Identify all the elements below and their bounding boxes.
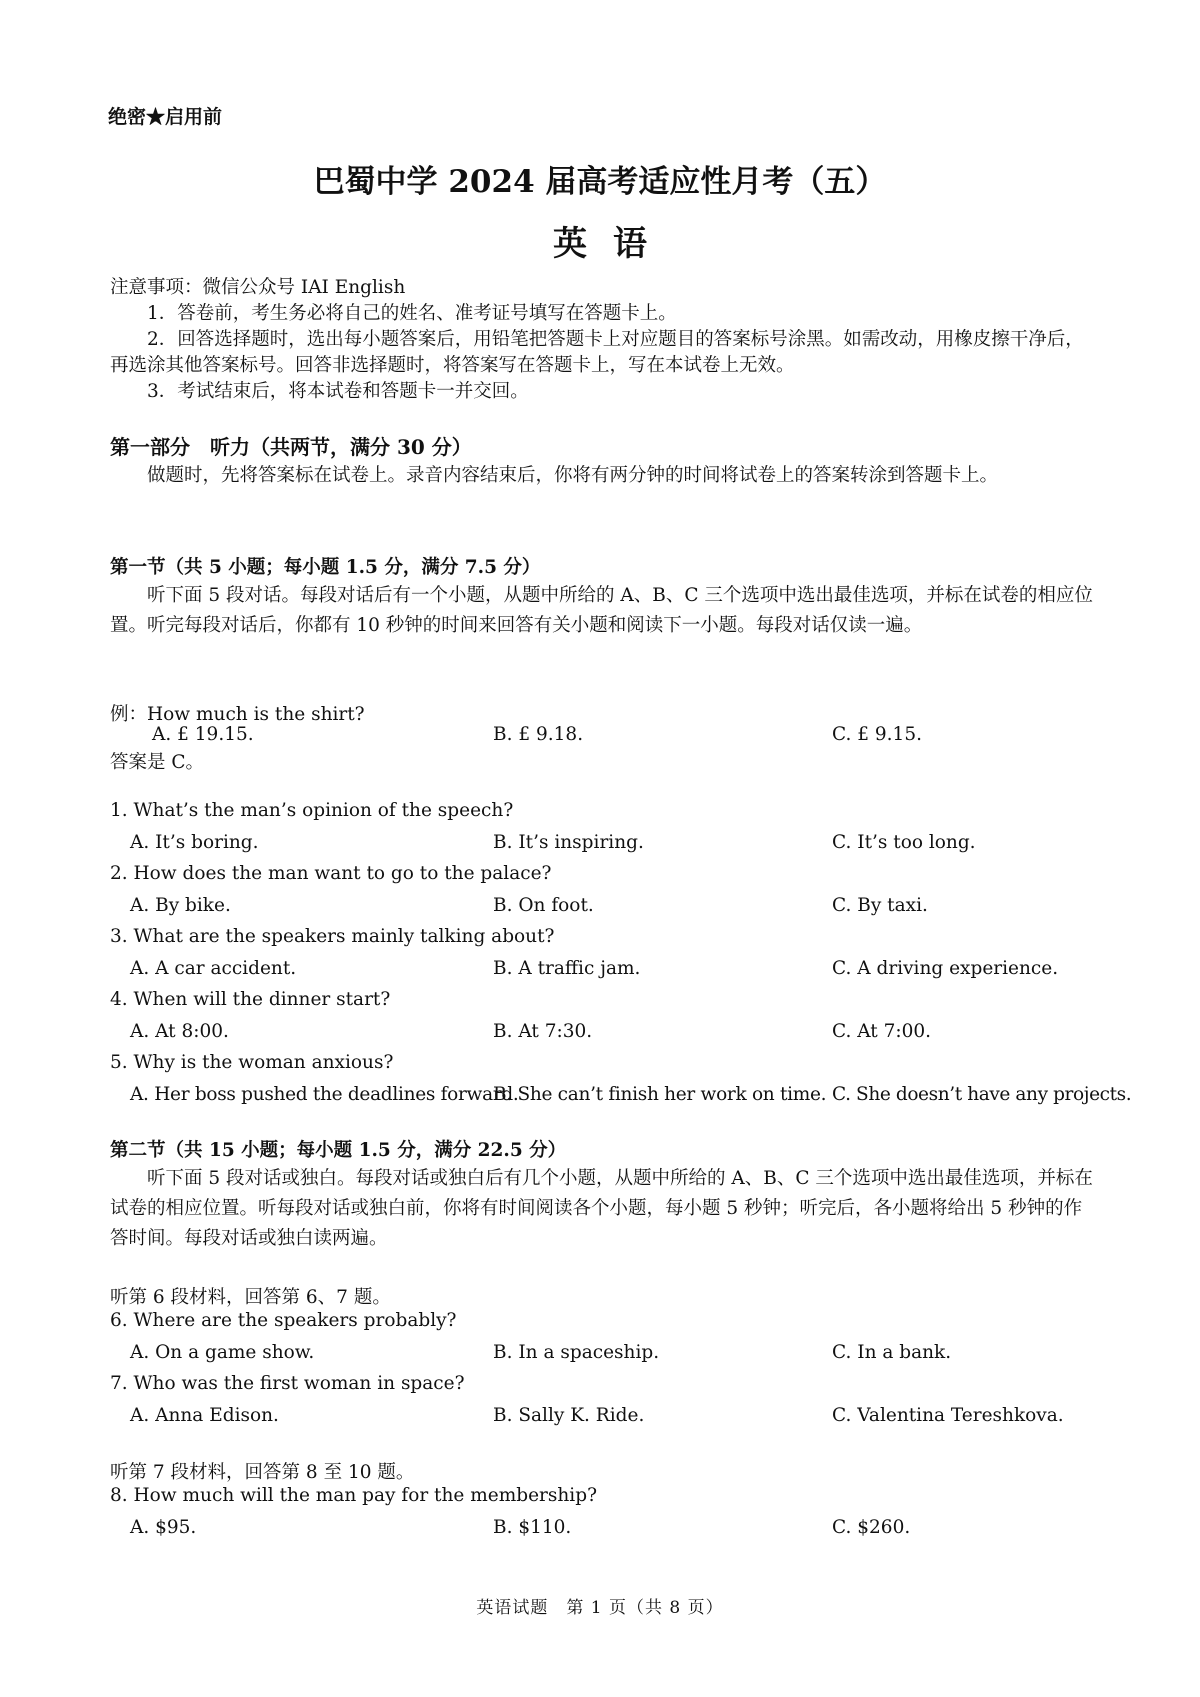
question-8: 8. How much will the man pay for the membership? xyxy=(110,1485,597,1506)
example-option-b: B. £ 9.18. xyxy=(493,724,584,745)
question-5: 5. Why is the woman anxious? xyxy=(110,1052,394,1073)
question-4: 4. When will the dinner start? xyxy=(110,989,391,1010)
question-6: 6. Where are the speakers probably? xyxy=(110,1310,457,1331)
q3-option-b: B. A traffic jam. xyxy=(493,958,641,979)
q1-option-c: C. It’s too long. xyxy=(832,832,976,853)
example-answer: 答案是 C。 xyxy=(110,752,205,773)
question-2: 2. How does the man want to go to the palace? xyxy=(110,863,552,884)
q1-option-b: B. It’s inspiring. xyxy=(493,832,644,853)
q8-option-b: B. $110. xyxy=(493,1517,572,1538)
q5-option-c: C. She doesn’t have any projects. xyxy=(832,1084,1132,1105)
question-3: 3. What are the speakers mainly talking about? xyxy=(110,926,555,947)
q6-option-a: A. On a game show. xyxy=(130,1342,315,1363)
q2-option-b: B. On foot. xyxy=(493,895,594,916)
q5-option-a: A. Her boss pushed the deadlines forward. xyxy=(130,1084,519,1105)
section1-intro: 听下面 5 段对话。每段对话后有一个小题，从题中所给的 A、B、C 三个选项中选出最佳选项，并标在试卷的相应位置。听完每段对话后，你都有 10 秒钟的时间来回答有关小题和阅读下一小题。每段对话仅读一遍。 xyxy=(110,585,1093,636)
question-7: 7. Who was the first woman in space? xyxy=(110,1373,465,1394)
q8-option-c: C. $260. xyxy=(832,1517,911,1538)
example-option-a: A. £ 19.15. xyxy=(152,724,254,745)
exam-title: 巴蜀中学 2024 届高考适应性月考（五） xyxy=(313,164,887,200)
example-option-c: C. £ 9.15. xyxy=(832,724,922,745)
subject-title: 英语 xyxy=(553,224,673,264)
note-item-3: 3．考试结束后，将本试卷和答题卡一并交回。 xyxy=(147,381,529,402)
q6-option-b: B. In a spaceship. xyxy=(493,1342,660,1363)
q5-option-b: B. She can’t finish her work on time. xyxy=(493,1084,827,1105)
notes-title: 注意事项：微信公众号 IAI English xyxy=(110,277,406,298)
q4-option-c: C. At 7:00. xyxy=(832,1021,932,1042)
q7-option-b: B. Sally K. Ride. xyxy=(493,1405,645,1426)
section2-intro: 听下面 5 段对话或独白。每段对话或独白后有几个小题，从题中所给的 A、B、C 三个选项中选出最佳选项，并标在试卷的相应位置。听每段对话或独白前，你将有时间阅读各个小题，每小题 5 秒钟；听完后，各小题将给出 5 秒钟的作答时间。每段对话或独白读两遍。 xyxy=(110,1168,1093,1249)
confidential-label: 绝密★启用前 xyxy=(108,106,223,128)
part1-heading: 第一部分 听力（共两节，满分 30 分） xyxy=(110,435,472,459)
part1-intro: 做题时，先将答案标在试卷上。录音内容结束后，你将有两分钟的时间将试卷上的答案转涂到答题卡上。 xyxy=(147,465,999,486)
q6-option-c: C. In a bank. xyxy=(832,1342,952,1363)
q2-option-c: C. By taxi. xyxy=(832,895,928,916)
page-footer: 英语试题 第 1 页（共 8 页） xyxy=(476,1598,724,1618)
material-6-note: 听第 6 段材料，回答第 6、7 题。 xyxy=(110,1287,391,1308)
q2-option-a: A. By bike. xyxy=(130,895,231,916)
q7-option-c: C. Valentina Tereshkova. xyxy=(832,1405,1064,1426)
q4-option-b: B. At 7:30. xyxy=(493,1021,593,1042)
q7-option-a: A. Anna Edison. xyxy=(130,1405,279,1426)
note-item-1: 1．答卷前，考生务必将自己的姓名、准考证号填写在答题卡上。 xyxy=(147,303,677,324)
q4-option-a: A. At 8:00. xyxy=(130,1021,229,1042)
q1-option-a: A. It’s boring. xyxy=(130,832,259,853)
material-7-note: 听第 7 段材料，回答第 8 至 10 题。 xyxy=(110,1462,415,1483)
example-question: 例：How much is the shirt? xyxy=(110,704,365,725)
q8-option-a: A. $95. xyxy=(130,1517,197,1538)
note-item-2: 2．回答选择题时，选出每小题答案后，用铅笔把答题卡上对应题目的答案标号涂黑。如需改动，用橡皮擦干净后，再选涂其他答案标号。回答非选择题时，将答案写在答题卡上，写在本试卷上无效。 xyxy=(110,329,1084,376)
q3-option-c: C. A driving experience. xyxy=(832,958,1059,979)
section1-heading: 第一节（共 5 小题；每小题 1.5 分，满分 7.5 分） xyxy=(110,557,541,578)
section2-heading: 第二节（共 15 小题；每小题 1.5 分，满分 22.5 分） xyxy=(110,1140,567,1161)
question-1: 1. What’s the man’s opinion of the speech? xyxy=(110,800,514,821)
q3-option-a: A. A car accident. xyxy=(130,958,297,979)
